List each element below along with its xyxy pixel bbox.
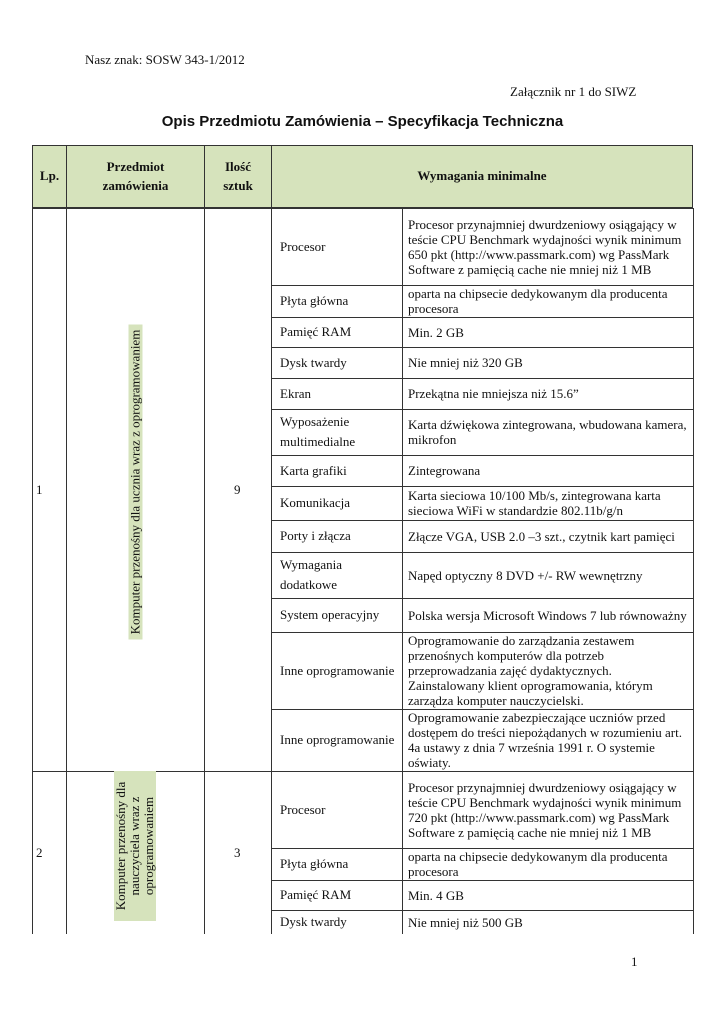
spec-name: Komunikacja: [280, 495, 351, 510]
spec-value: Oprogramowanie do zarządzania zestawem przenośnych komputerów dla potrzeb przeprowadzania zajęć dydaktycznych. Zainstalowany klient oprogramowania, którym zarządza komputer nauczycielski.: [408, 633, 653, 708]
spec-value: Karta sieciowa 10/100 Mb/s, zintegrowana karta sieciowa WiFi w standardzie 802.11b/g/n: [408, 488, 661, 518]
column-header-qty: Ilość sztuk: [204, 145, 272, 208]
spec-value: Nie mniej niż 500 GB: [408, 914, 523, 930]
spec-value: Przekątna nie mniejsza niż 15.6”: [408, 386, 579, 401]
spec-name: Procesor: [280, 801, 326, 817]
spec-value: Procesor przynajmniej dwurdzeniowy osiągający w teście CPU Benchmark wydajności wynik minimum 650 pkt (http://www.passmark.com) wg PassMark Software z pamięcią cache nie mniej niż 1 MB: [408, 216, 682, 277]
spec-value: Karta dźwiękowa zintegrowana, wbudowana kamera, mikrofon: [408, 417, 687, 447]
column-divider: [66, 771, 67, 934]
spec-value: Nie mniej niż 320 GB: [408, 355, 523, 370]
spec-name: Ekran: [280, 385, 312, 401]
row-number: 2: [36, 845, 43, 860]
spec-value: Min. 4 GB: [408, 887, 464, 903]
column-header-lp: Lp.: [32, 145, 67, 208]
spec-value: Oprogramowanie zabezpieczające uczniów przed dostępem do treści niepożądanych w rozumieniu art. 4a ustawy z dnia 7 września 1991 r. O systemie oświaty.: [408, 710, 682, 770]
row-item-name: Komputer przenośny dla nauczyciela wraz z oprogramowaniem: [114, 771, 156, 921]
row-quantity: 9: [234, 482, 241, 497]
spec-name: Inne oprogramowanie: [280, 662, 395, 678]
spec-name: Inne oprogramowanie: [280, 732, 395, 747]
spec-value: Min. 2 GB: [408, 324, 464, 340]
column-divider: [271, 208, 272, 771]
spec-name: Porty i złącza: [280, 528, 351, 543]
page-number: 1: [631, 954, 638, 969]
spec-name: Pamięć RAM: [280, 324, 352, 339]
page-title: Opis Przedmiotu Zamówienia – Specyfikacja Techniczna: [161, 113, 564, 130]
column-divider: [32, 208, 33, 771]
column-divider: [204, 208, 205, 771]
spec-value: Napęd optyczny 8 DVD +/- RW wewnętrzny: [408, 567, 643, 583]
document-reference: Nasz znak: SOSW 343-1/2012: [85, 52, 245, 67]
spec-name: Karta grafiki: [280, 462, 347, 478]
spec-name: Pamięć RAM: [280, 887, 352, 902]
spec-value: Zintegrowana: [408, 463, 481, 478]
spec-name: System operacyjny: [280, 607, 380, 622]
spec-name: Płyta główna: [280, 293, 349, 308]
attachment-label: Załącznik nr 1 do SIWZ: [510, 84, 637, 99]
spec-value: Złącze VGA, USB 2.0 –3 szt., czytnik kart pamięci: [408, 528, 675, 544]
column-divider: [204, 771, 205, 934]
column-divider: [693, 771, 694, 934]
spec-value: Polska wersja Microsoft Windows 7 lub równoważny: [408, 607, 687, 623]
column-header-requirements: Wymagania minimalne: [271, 145, 693, 208]
column-divider: [66, 208, 67, 771]
spec-name: Procesor: [280, 238, 326, 254]
row-number: 1: [36, 482, 43, 497]
spec-value: Procesor przynajmniej dwurdzeniowy osiągający w teście CPU Benchmark wydajności wynik minimum 720 pkt (http://www.passmark.com) wg PassMark Software z pamięcią cache nie mniej niż 1 MB: [408, 779, 682, 840]
spec-name: Wymagania dodatkowe: [280, 557, 343, 592]
row-item-name: Komputer przenośny dla ucznia wraz z oprogramowaniem: [128, 324, 142, 639]
column-divider: [32, 771, 33, 934]
spec-value: oparta na chipsecie dedykowanym dla producenta procesora: [408, 849, 668, 879]
column-divider: [693, 208, 694, 771]
column-divider: [402, 208, 403, 771]
column-header-item: Przedmiot zamówienia: [66, 145, 205, 208]
spec-name: Wyposażenie multimedialne: [280, 414, 356, 449]
spec-name: Dysk twardy: [280, 914, 347, 929]
spec-name: Płyta główna: [280, 856, 349, 871]
row-quantity: 3: [234, 845, 241, 860]
spec-value: oparta na chipsecie dedykowanym dla producenta procesora: [408, 286, 668, 316]
spec-name: Dysk twardy: [280, 354, 347, 370]
